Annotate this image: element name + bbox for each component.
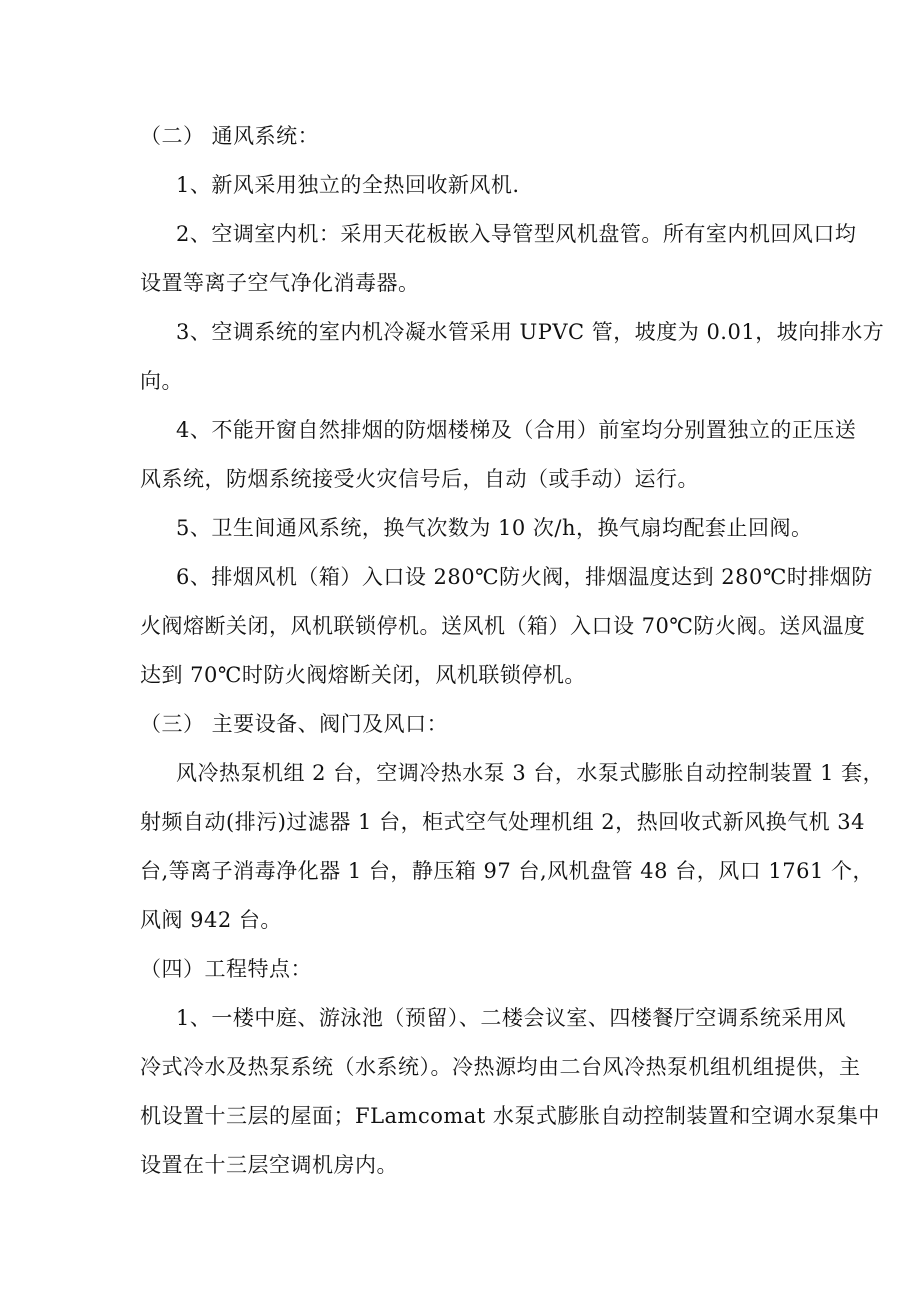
features-item-1-line-4: 设置在十三层空调机房内。 bbox=[140, 1153, 398, 1177]
equipment-paragraph-line-3: 台,等离子消毒净化器 1 台，静压箱 97 台,风机盘管 48 台，风口 1761 个， bbox=[140, 859, 874, 883]
ventilation-item-4-line-1: 4、不能开窗自然排烟的防烟楼梯及（合用）前室均分别置独立的正压送 bbox=[176, 418, 857, 442]
features-item-1-line-2: 冷式冷水及热泵系统（水系统）。冷热源均由二台风冷热泵机组机组提供，主 bbox=[140, 1055, 861, 1079]
ventilation-item-6-line-3: 达到 70℃时防火阀熔断关闭，风机联锁停机。 bbox=[140, 663, 586, 687]
ventilation-item-2-line-2: 设置等离子空气净化消毒器。 bbox=[140, 271, 420, 295]
equipment-paragraph-line-4: 风阀 942 台。 bbox=[140, 908, 282, 932]
ventilation-item-5: 5、卫生间通风系统，换气次数为 10 次/h，换气扇均配套止回阀。 bbox=[176, 516, 813, 540]
ventilation-item-6-line-1: 6、排烟风机（箱）入口设 280℃防火阀，排烟温度达到 280℃时排烟防 bbox=[176, 565, 873, 589]
section-heading-features: （四）工程特点： bbox=[140, 957, 312, 981]
equipment-paragraph-line-2: 射频自动(排污)过滤器 1 台，柜式空气处理机组 2，热回收式新风换气机 34 bbox=[140, 810, 866, 834]
equipment-paragraph-line-1: 风冷热泵机组 2 台，空调冷热水泵 3 台，水泵式膨胀自动控制装置 1 套， bbox=[176, 761, 885, 785]
ventilation-item-1: 1、新风采用独立的全热回收新风机. bbox=[176, 173, 520, 197]
ventilation-item-4-line-2: 风系统，防烟系统接受火灾信号后，自动（或手动）运行。 bbox=[140, 467, 699, 491]
section-heading-equipment: （三） 主要设备、阀门及风口： bbox=[140, 712, 449, 736]
ventilation-item-3-line-2: 向。 bbox=[140, 369, 183, 393]
ventilation-item-3-line-1: 3、空调系统的室内机冷凝水管采用 UPVC 管，坡度为 0.01，坡向排水方 bbox=[176, 320, 885, 344]
section-heading-ventilation: （二） 通风系统： bbox=[140, 124, 320, 148]
ventilation-item-2-line-1: 2、空调室内机：采用天花板嵌入导管型风机盘管。所有室内机回风口均 bbox=[176, 222, 857, 246]
ventilation-item-6-line-2: 火阀熔断关闭，风机联锁停机。送风机（箱）入口设 70℃防火阀。送风温度 bbox=[140, 614, 866, 638]
features-item-1-line-3: 机设置十三层的屋面；FLamcomat 水泵式膨胀自动控制装置和空调水泵集中 bbox=[140, 1104, 880, 1128]
features-item-1-line-1: 1、一楼中庭、游泳池（预留）、二楼会议室、四楼餐厅空调系统采用风 bbox=[176, 1006, 846, 1030]
